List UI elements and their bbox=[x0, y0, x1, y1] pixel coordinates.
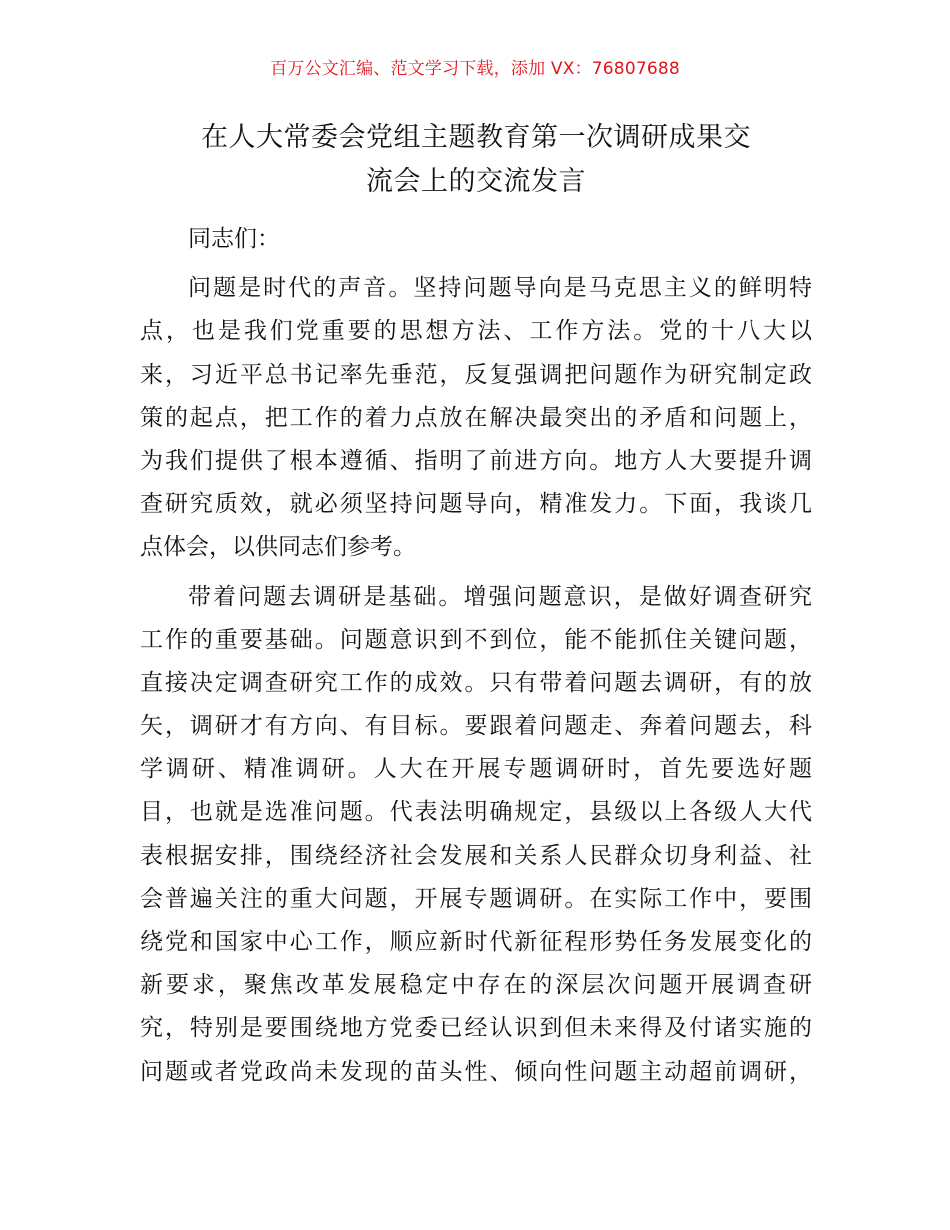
text-line: 问题是时代的声音。坚持问题导向是马克思主义的鲜明特 bbox=[188, 275, 812, 302]
title-line: 在人大常委会党组主题教育第一次调研成果交 bbox=[201, 122, 751, 153]
title-line: 流会上的交流发言 bbox=[366, 166, 586, 197]
text-line: 究，特别是要围绕地方党委已经认识到但未来得及付诸实施的 bbox=[140, 1015, 812, 1042]
text-line: 策的起点，把工作的着力点放在解决最突出的矛盾和问题上， bbox=[140, 404, 812, 431]
text-line: 为我们提供了根本遵循、指明了前进方向。地方人大要提升调 bbox=[140, 447, 812, 474]
text-line: 会普遍关注的重大问题，开展专题调研。在实际工作中，要围 bbox=[140, 885, 812, 912]
text-line: 点体会，以供同志们参考。 bbox=[140, 534, 416, 561]
paragraph-2 bbox=[140, 576, 812, 1094]
text-line: 表根据安排，围绕经济社会发展和关系人民群众切身利益、社 bbox=[140, 842, 812, 869]
document-body bbox=[140, 218, 812, 1094]
text-line: 查研究质效，就必须坚持问题导向，精准发力。下面，我谈几 bbox=[140, 491, 812, 518]
paragraph-1 bbox=[140, 267, 812, 569]
text-line: 工作的重要基础。问题意识到不到位，能不能抓住关键问题， bbox=[140, 626, 812, 653]
document-title bbox=[140, 116, 812, 204]
text-line: 问题或者党政尚未发现的苗头性、倾向性问题主动超前调研， bbox=[140, 1058, 812, 1085]
text-line: 目，也就是选准问题。代表法明确规定，县级以上各级人大代 bbox=[140, 799, 812, 826]
text-line: 直接决定调查研究工作的成效。只有带着问题去调研，有的放 bbox=[140, 669, 812, 696]
text-line: 学调研、精准调研。人大在开展专题调研时，首先要选好题 bbox=[140, 756, 812, 783]
watermark-banner: 百万公文汇编、范文学习下载，添加 VX：76807688 bbox=[270, 59, 680, 79]
text-line: 点，也是我们党重要的思想方法、工作方法。党的十八大以 bbox=[140, 318, 812, 345]
salutation: 同志们： bbox=[188, 226, 280, 252]
text-line: 带着问题去调研是基础。增强问题意识，是做好调查研究 bbox=[188, 583, 812, 610]
text-line: 绕党和国家中心工作，顺应新时代新征程形势任务发展变化的 bbox=[140, 929, 812, 955]
text-line: 来，习近平总书记率先垂范，反复强调把问题作为研究制定政 bbox=[140, 361, 812, 388]
text-line: 矢，调研才有方向、有目标。要跟着问题走、奔着问题去，科 bbox=[140, 713, 812, 740]
text-line: 新要求，聚焦改革发展稳定中存在的深层次问题开展调查研 bbox=[140, 972, 812, 999]
